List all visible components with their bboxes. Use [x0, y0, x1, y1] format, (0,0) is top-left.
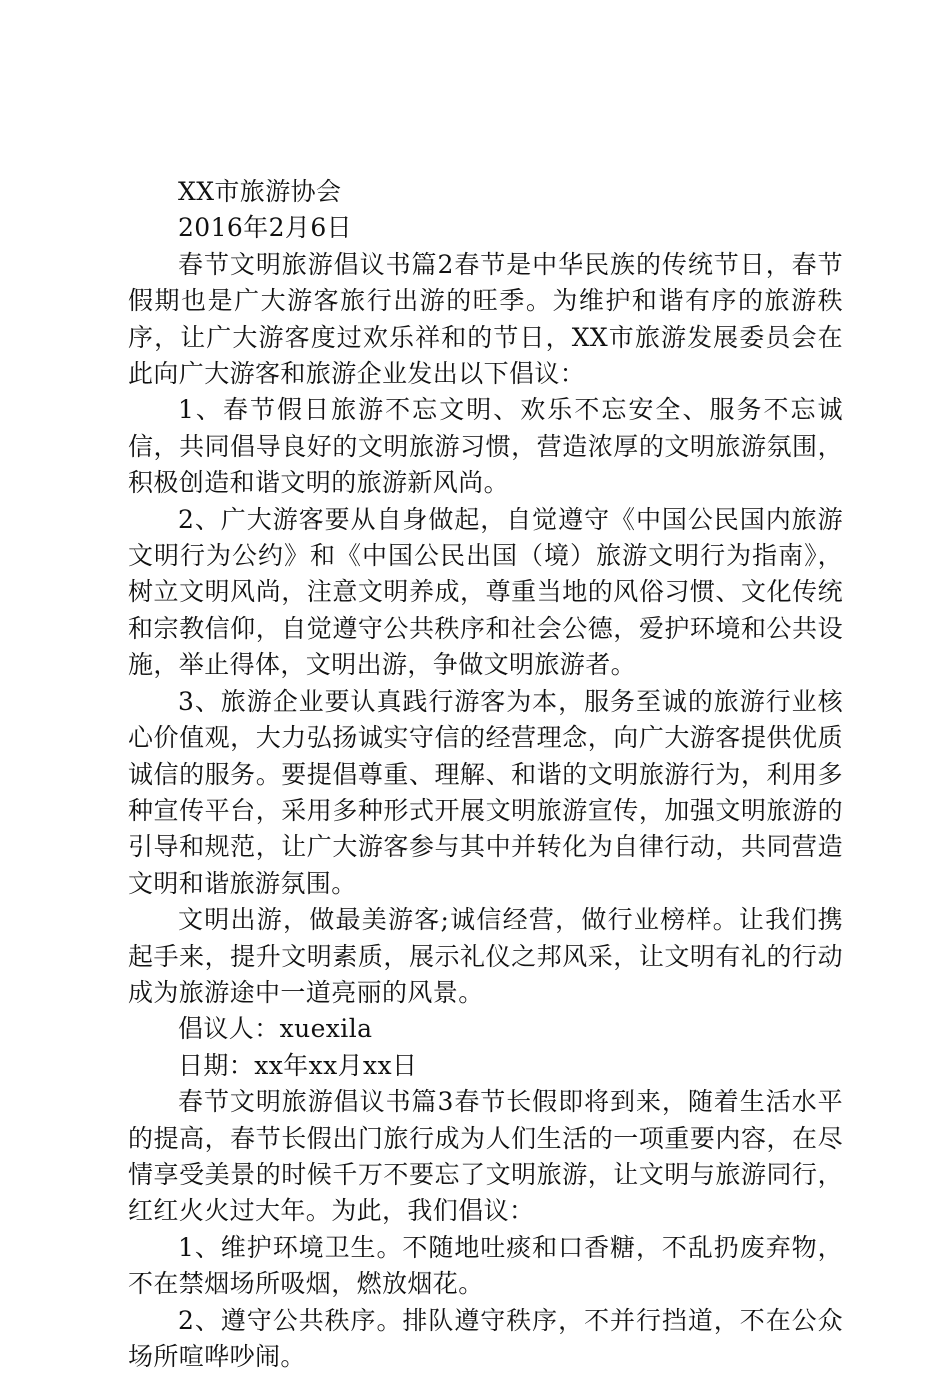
letter3-intro-paragraph: 春节文明旅游倡议书篇3春节长假即将到来，随着生活水平的提高，春节长假出门旅行成为人们生活的一项重要内容，在尽情享受美景的时候千万不要忘了文明旅游，让文明与旅游同行，红红火火过大年。为此，我们倡议： [128, 1087, 843, 1226]
letter3-item-1: 1、维护环境卫生。不随地吐痰和口香糖，不乱扔废弃物，不在禁烟场所吸烟，燃放烟花。 [128, 1232, 843, 1299]
letter2-proposer: 倡议人：xuexila [178, 1014, 373, 1044]
signature-date: 2016年2月6日 [178, 213, 353, 243]
document-body [128, 174, 843, 1375]
letter2-item-3: 3、旅游企业要认真践行游客为本，服务至诚的旅游行业核心价值观，大力弘扬诚实守信的经营理念，向广大游客提供优质诚信的服务。要提倡尊重、理解、和谐的文明旅游行为，利用多种宣传平台，采用多种形式开展文明旅游宣传，加强文明旅游的引导和规范，让广大游客参与其中并转化为自律行动，共同营造文明和谐旅游氛围。 [128, 686, 843, 898]
letter2-item-1: 1、春节假日旅游不忘文明、欢乐不忘安全、服务不忘诚信，共同倡导良好的文明旅游习惯，营造浓厚的文明旅游氛围，积极创造和谐文明的旅游新风尚。 [128, 395, 843, 498]
letter2-item-2: 2、广大游客要从自身做起，自觉遵守《中国公民国内旅游文明行为公约》和《中国公民出国（境）旅游文明行为指南》，树立文明风尚，注意文明养成，尊重当地的风俗习惯、文化传统和宗教信仰，自觉遵守公共秩序和社会公德，爱护环境和公共设施，举止得体，文明出游，争做文明旅游者。 [128, 504, 843, 680]
signature-organization: XX市旅游协会 [178, 177, 342, 206]
letter3-item-2: 2、遵守公共秩序。排队遵守秩序，不并行挡道，不在公众场所喧哗吵闹。 [128, 1305, 843, 1371]
letter2-closing-paragraph: 文明出游，做最美游客;诚信经营，做行业榜样。让我们携起手来，提升文明素质，展示礼仪之邦风采，让文明有礼的行动成为旅游途中一道亮丽的风景。 [128, 905, 843, 1007]
letter2-intro-paragraph: 春节文明旅游倡议书篇2春节是中华民族的传统节日，春节假期也是广大游客旅行出游的旺季。为维护和谐有序的旅游秩序，让广大游客度过欢乐祥和的节日，XX市旅游发展委员会在此向广大游客和旅游企业发出以下倡议： [128, 249, 843, 389]
letter2-date: 日期：xx年xx月xx日 [178, 1050, 418, 1080]
